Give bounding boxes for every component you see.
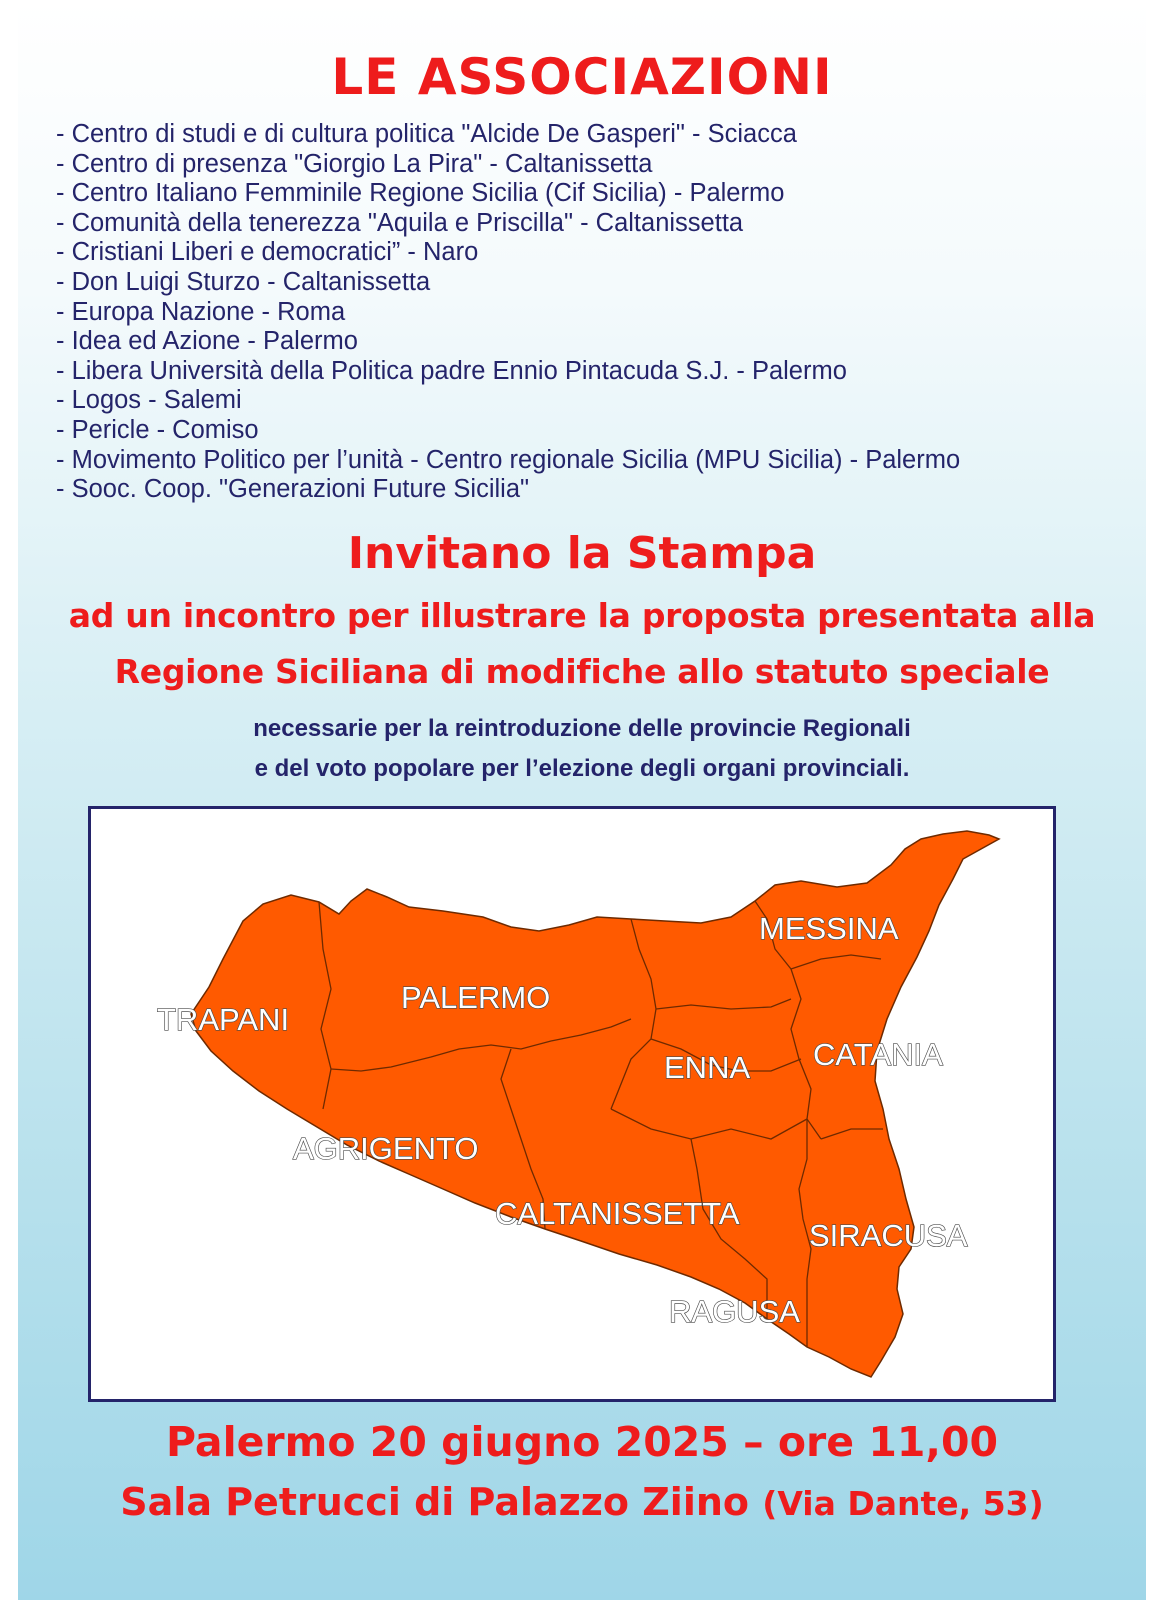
label-siracusa: SIRACUSA bbox=[809, 1218, 968, 1253]
list-item: - Cristiani Liberi e democratici” - Naro bbox=[56, 238, 479, 267]
event-venue-line bbox=[0, 1480, 1164, 1524]
invite-heading: Invitano la Stampa bbox=[347, 528, 817, 579]
list-item: - Sooc. Coop. "Generazioni Future Sicilia" bbox=[56, 475, 530, 504]
label-ragusa: RAGUSA bbox=[669, 1294, 800, 1329]
list-item: - Pericle - Comiso bbox=[56, 415, 259, 444]
list-item: - Centro di presenza "Giorgio La Pira" - Caltanissetta bbox=[56, 149, 653, 178]
list-item: - Movimento Politico per l’unità - Centro regionale Sicilia (MPU Sicilia) - Palermo bbox=[56, 445, 961, 474]
list-item: - Comunità della tenerezza "Aquila e Priscilla" - Caltanissetta bbox=[56, 208, 744, 237]
sicily-map bbox=[91, 809, 1053, 1399]
event-venue: Sala Petrucci di Palazzo Ziino bbox=[120, 1480, 750, 1524]
label-trapani: TRAPANI bbox=[157, 1002, 290, 1037]
label-enna: ENNA bbox=[664, 1050, 751, 1085]
list-item: - Europa Nazione - Roma bbox=[56, 297, 346, 326]
event-date: Palermo 20 giugno 2025 – ore 11,00 bbox=[165, 1418, 999, 1466]
list-item: - Libera Università della Politica padre Ennio Pintacuda S.J. - Palermo bbox=[56, 356, 847, 385]
label-agrigento: AGRIGENTO bbox=[293, 1131, 479, 1166]
list-item: - Idea ed Azione - Palermo bbox=[56, 327, 358, 356]
invite-line-2: Regione Siciliana di modifiche allo statuto speciale bbox=[114, 652, 1050, 691]
list-item: - Don Luigi Sturzo - Caltanissetta bbox=[56, 267, 431, 296]
label-messina: MESSINA bbox=[759, 911, 899, 946]
list-item: - Centro di studi e di cultura politica "Alcide De Gasperi" - Sciacca bbox=[56, 120, 797, 148]
invite-detail-1: necessarie per la reintroduzione delle provincie Regionali bbox=[253, 715, 911, 742]
label-caltanissetta: CALTANISSETTA bbox=[495, 1196, 740, 1231]
invite-detail-2: e del voto popolare per l’elezione degli organi provinciali. bbox=[254, 755, 910, 782]
poster-title: LE ASSOCIAZIONI bbox=[331, 48, 833, 106]
label-catania: CATANIA bbox=[813, 1037, 943, 1072]
invite-line-1: ad un incontro per illustrare la proposta presentata alla bbox=[68, 596, 1096, 635]
list-item: - Centro Italiano Femminile Regione Sicilia (Cif Sicilia) - Palermo bbox=[56, 179, 785, 208]
list-item: - Logos - Salemi bbox=[56, 386, 242, 415]
sicily-map-frame bbox=[88, 806, 1056, 1402]
label-palermo: PALERMO bbox=[401, 980, 551, 1015]
associations-list bbox=[56, 120, 960, 505]
event-address: (Via Dante, 53) bbox=[762, 1484, 1044, 1523]
